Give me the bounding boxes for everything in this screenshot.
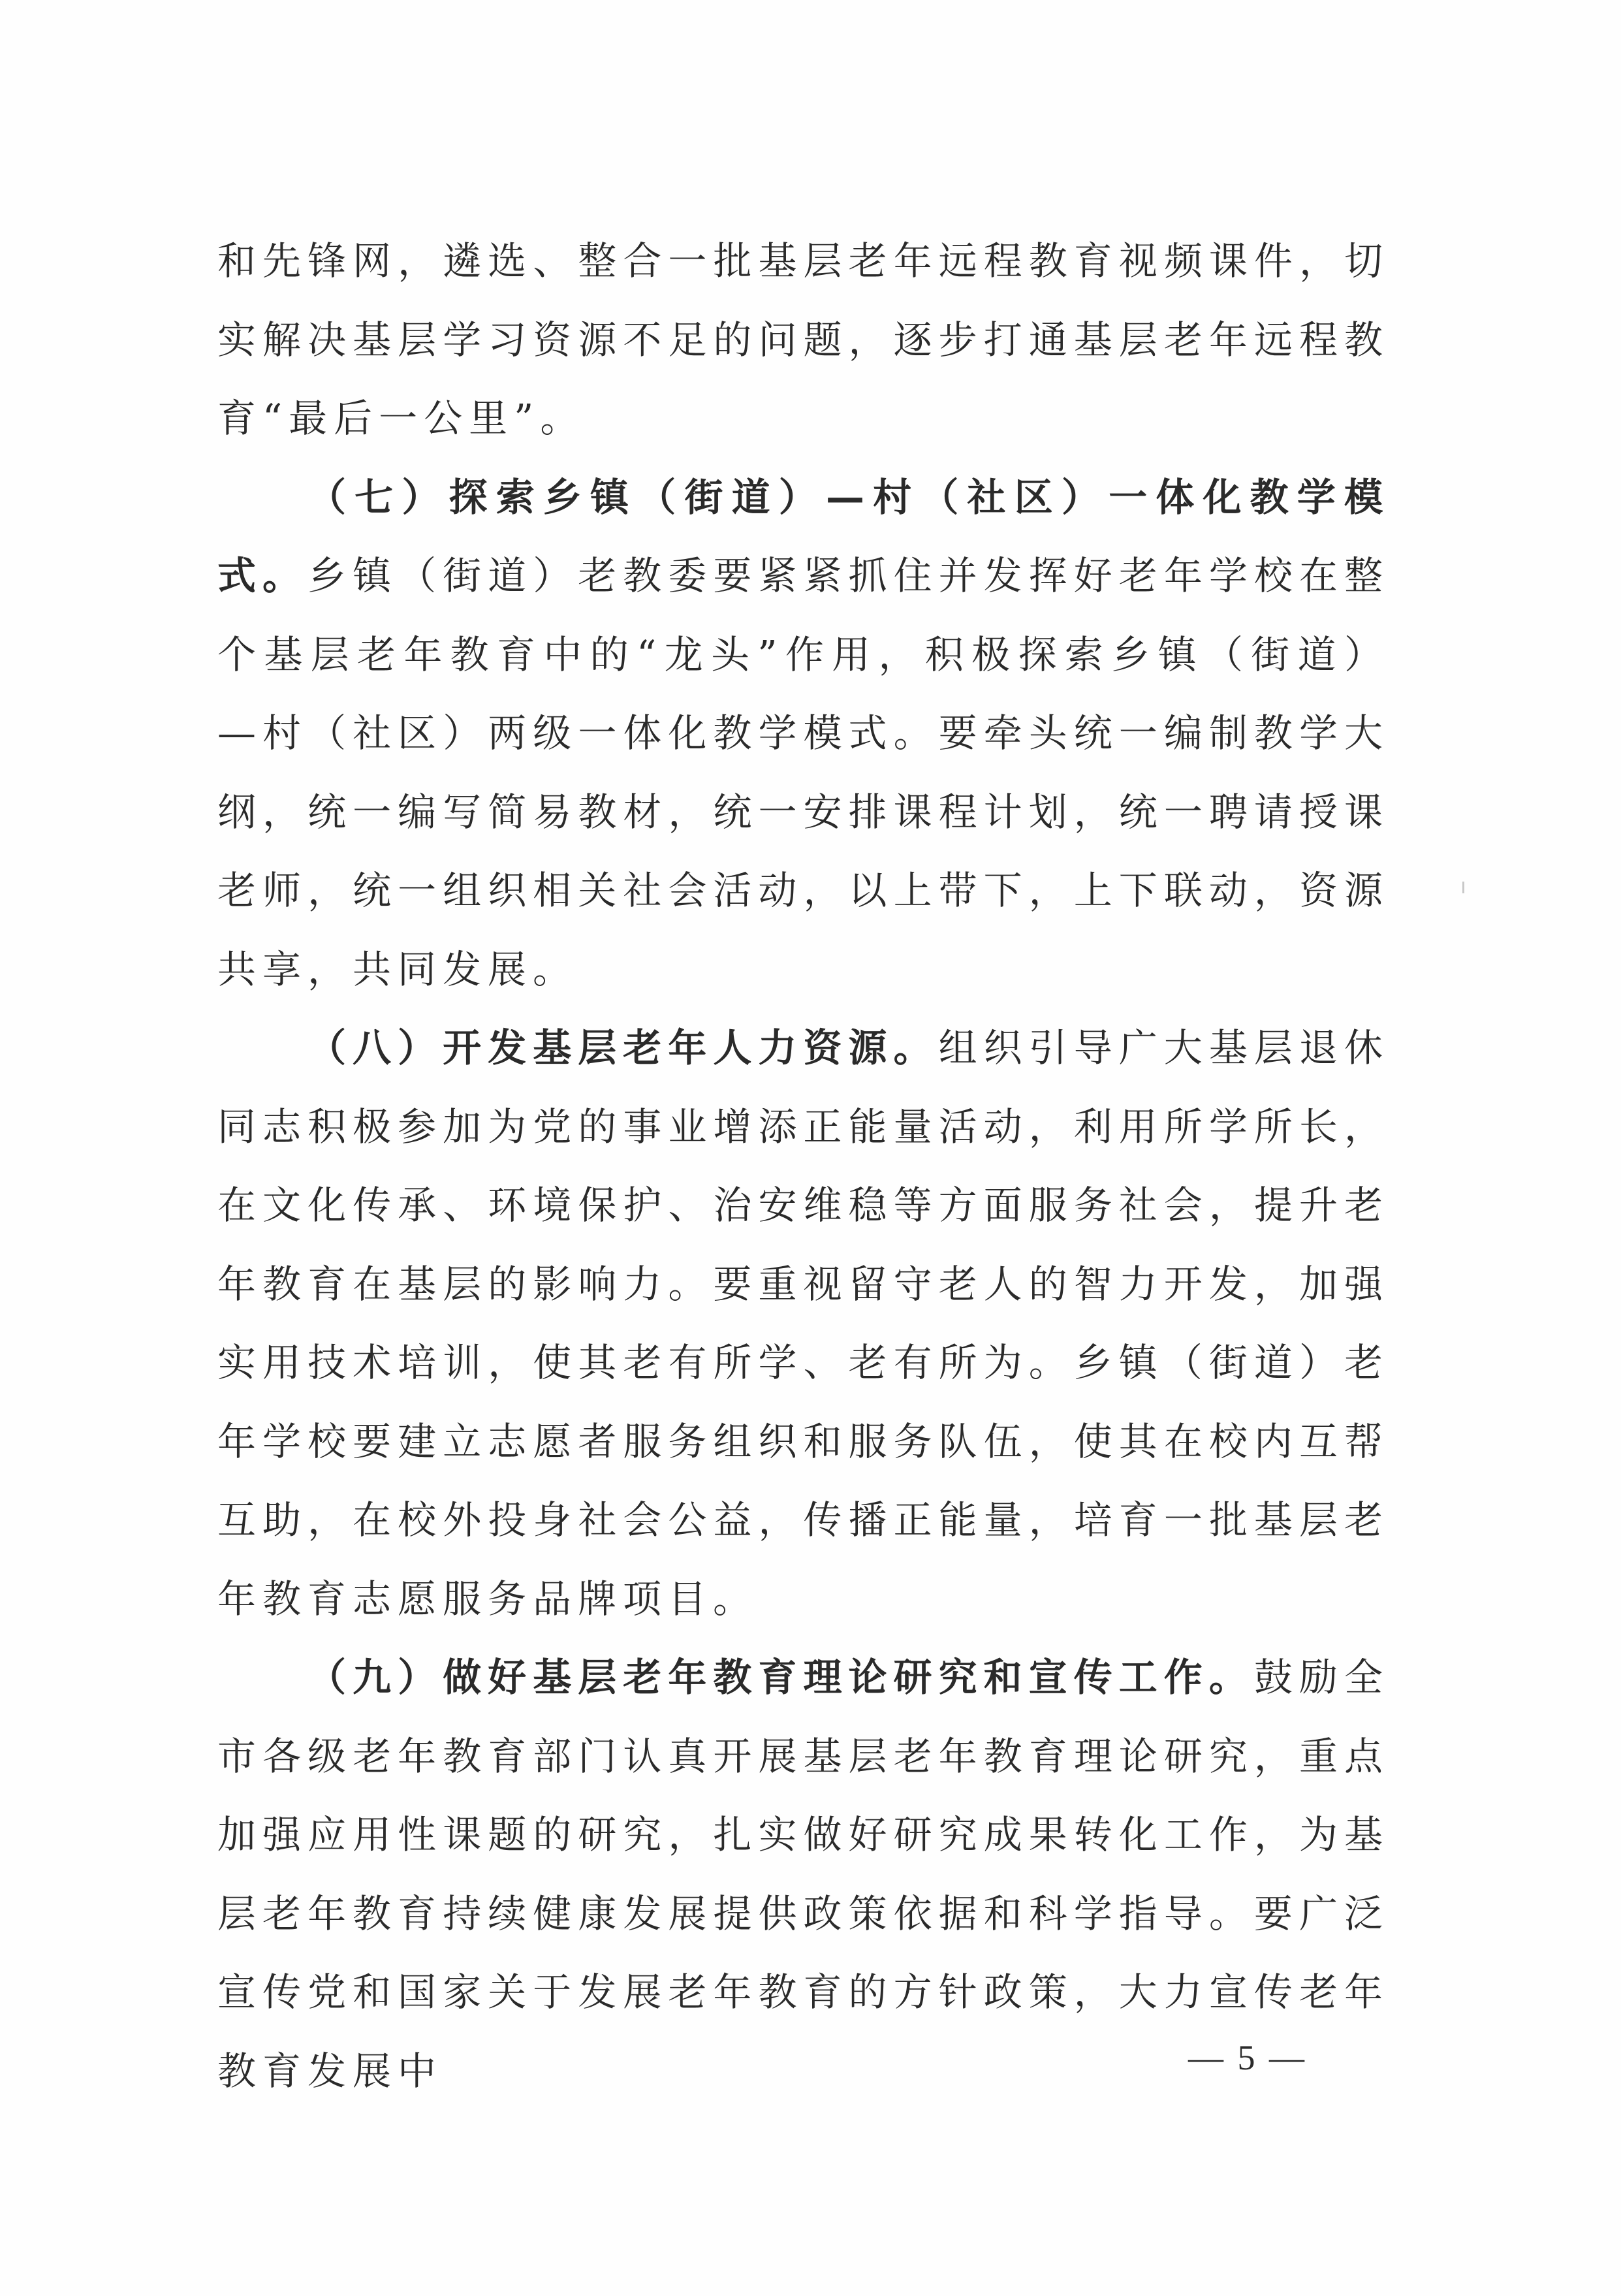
section-7-heading: （七）探索乡镇（街道）—村（社区）一体化教学模式。 (217, 474, 1389, 598)
intro-paragraph: 和先锋网，遴选、整合一批基层老年远程教育视频课件，切实解决基层学习资源不足的问题，逐步打通基层老年远程教育“最后一公里”。 (217, 238, 1389, 441)
section-9-heading: （九）做好基层老年教育理论研究和宣传工作。 (307, 1655, 1254, 1700)
section-7-body: 乡镇（街道）老教委要紧紧抓住并发挥好老年学校在整个基层老年教育中的“龙头”作用，积极探索乡镇（街道）—村（社区）两级一体化教学模式。要牵头统一编制教学大纲，统一编写简易教材，统一安排课程计划，统一聘请授课老师，统一组织相关社会活动，以上带下，上下联动，资源共享，共同发展。 (217, 553, 1389, 992)
page-number: — 5 — (1188, 2038, 1307, 2077)
section-9-body: 鼓励全市各级老年教育部门认真开展基层老年教育理论研究，重点加强应用性课题的研究，扎实做好研究成果转化工作，为基层老年教育持续健康发展提供政策依据和科学指导。要广泛宣传党和国家关于发展老年教育的方针政策，大力宣传老年教育发展中 (217, 1655, 1389, 2094)
document-body (217, 222, 1389, 2111)
section-8-body: 组织引导广大基层退休同志积极参加为党的事业增添正能量活动，利用所学所长，在文化传承、环境保护、治安维稳等方面服务社会，提升老年教育在基层的影响力。要重视留守老人的智力开发，加强实用技术培训，使其老有所学、老有所为。乡镇（街道）老年学校要建立志愿者服务组织和服务队伍，使其在校内互帮互助，在校外投身社会公益，传播正能量，培育一批基层老年教育志愿服务品牌项目。 (217, 1025, 1389, 1621)
section-8-paragraph (217, 1009, 1389, 1638)
section-7-paragraph (217, 458, 1389, 1010)
scan-speck (1462, 882, 1464, 893)
section-8-heading: （八）开发基层老年人力资源。 (307, 1025, 939, 1070)
